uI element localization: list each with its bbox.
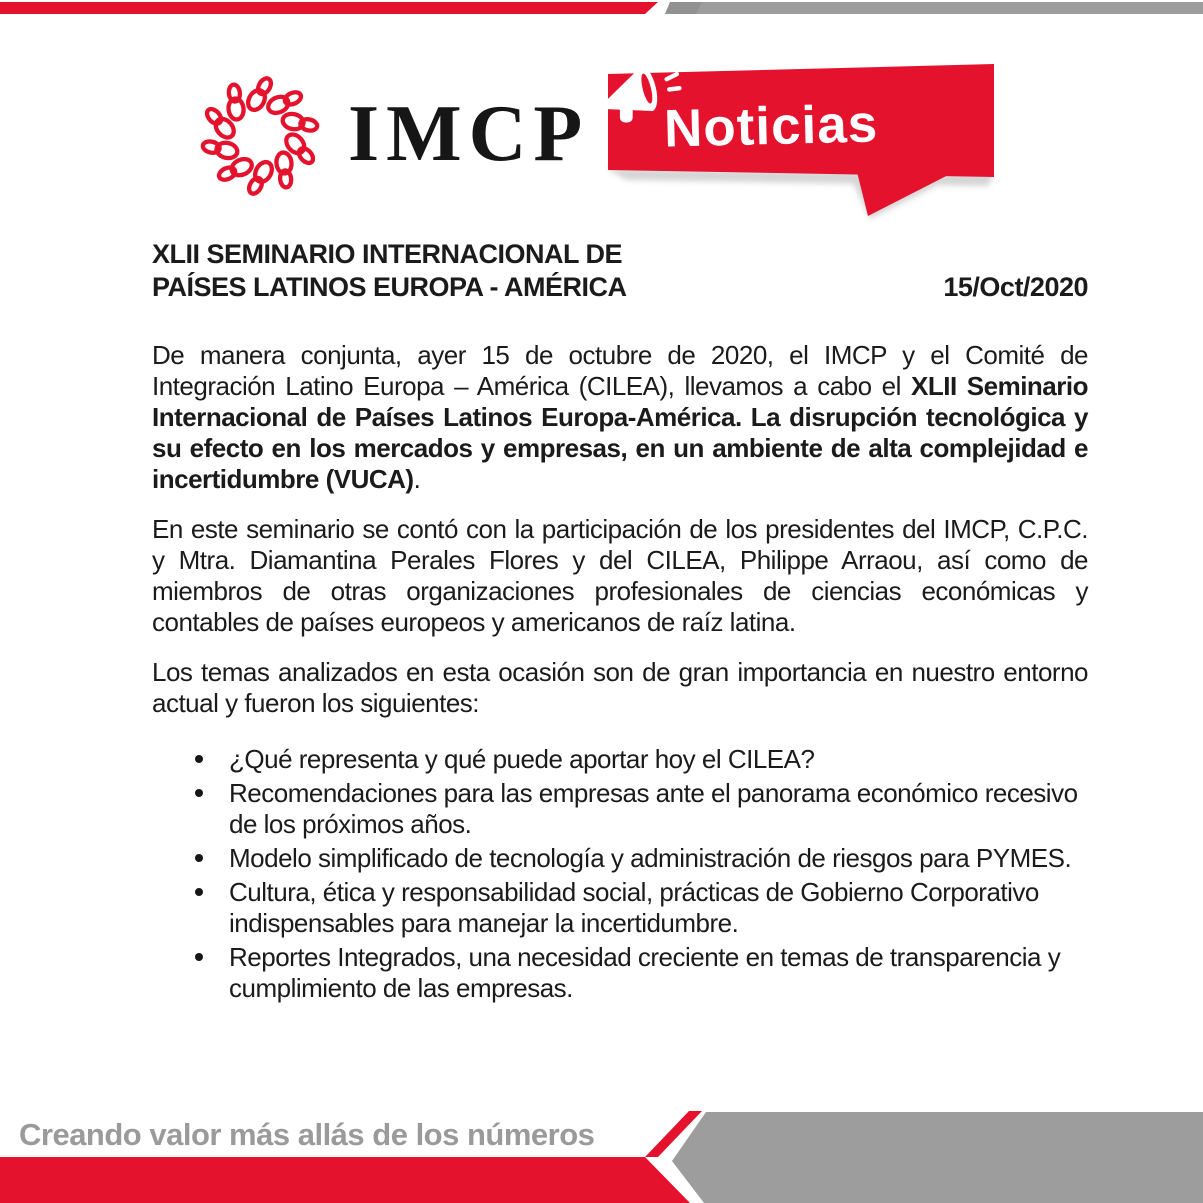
brand-logotype: IMCP [348,90,590,178]
topics-list [152,744,1088,1004]
megaphone-icon [600,58,682,126]
list-item-text: Reportes Integrados, una necesidad creciente en temas de transparencia y cumplimiento de las empresas. [229,942,1061,1003]
top-gray-bar [665,2,1203,14]
noticias-banner [600,58,1010,225]
noticias-label: Noticias [663,94,879,159]
top-gray-bar-accent [665,2,702,14]
bullet-dot-icon [195,755,203,763]
title-line-1: XLII SEMINARIO INTERNACIONAL DE [152,239,623,269]
ribbon-wheel-icon [196,72,324,200]
top-bar-decoration [0,0,1203,17]
page-title [152,238,627,304]
intro-period: . [413,464,421,494]
intro-bold-text: XLII Seminario Internacional de Países Latinos Europa-América. La disrupción tecnológica y su efecto en los mercados y empresas, en un ambiente de alta complejidad e incertidumbre (VUCA) [152,371,1088,494]
list-item [152,744,1088,775]
list-item [152,942,1088,1004]
footer-decoration [0,1108,1203,1203]
footer-red-bar [0,1157,690,1203]
footer-tagline: Creando valor más allás de los números [19,1117,595,1152]
list-item-text: Modelo simplificado de tecnología y administración de riesgos para PYMES. [229,843,1072,873]
footer-gray-chevron [672,1112,1203,1203]
banner-tail [856,168,958,216]
body-paragraph: En este seminario se contó con la participación de los presidentes del IMCP, C.P.C. y Mtra. Diamantina Perales Flores y del CILEA, Philippe Arraou, así como de miembros de otras organizaciones profesionales de ciencias económicas y contables de países europeos y americanos de raíz latina. [152,514,1088,637]
body-paragraph: Los temas analizados en esta ocasión son de gran importancia en nuestro entorno actual y fueron los siguientes: [152,657,1088,718]
list-item-text: Recomendaciones para las empresas ante el panorama económico recesivo de los próximos años. [229,778,1078,839]
intro-paragraph [152,340,1088,495]
list-item-text: ¿Qué representa y qué puede aportar hoy el CILEA? [229,744,815,774]
title-line-2: PAÍSES LATINOS EUROPA - AMÉRICA [152,272,627,302]
article-date: 15/Oct/2020 [943,272,1088,302]
bullet-dot-icon [195,888,203,896]
title-row [152,238,1088,304]
sound-waves [663,61,680,89]
intro-text: De manera conjunta, ayer 15 de octubre de 2020, el IMCP y el Comité de Integración Latino Europa – América (CILEA), llevamos a cabo el [152,340,1088,401]
bullet-dot-icon [195,789,203,797]
bullet-dot-icon [195,953,203,961]
list-item-text: Cultura, ética y responsabilidad social, prácticas de Gobierno Corporativo indispensables para manejar la incertidumbre. [229,877,1039,938]
list-item [152,877,1088,939]
bullet-dot-icon [195,854,203,862]
list-item [152,778,1088,840]
list-item [152,843,1088,874]
article [152,238,1088,1007]
top-red-bar [0,2,658,14]
